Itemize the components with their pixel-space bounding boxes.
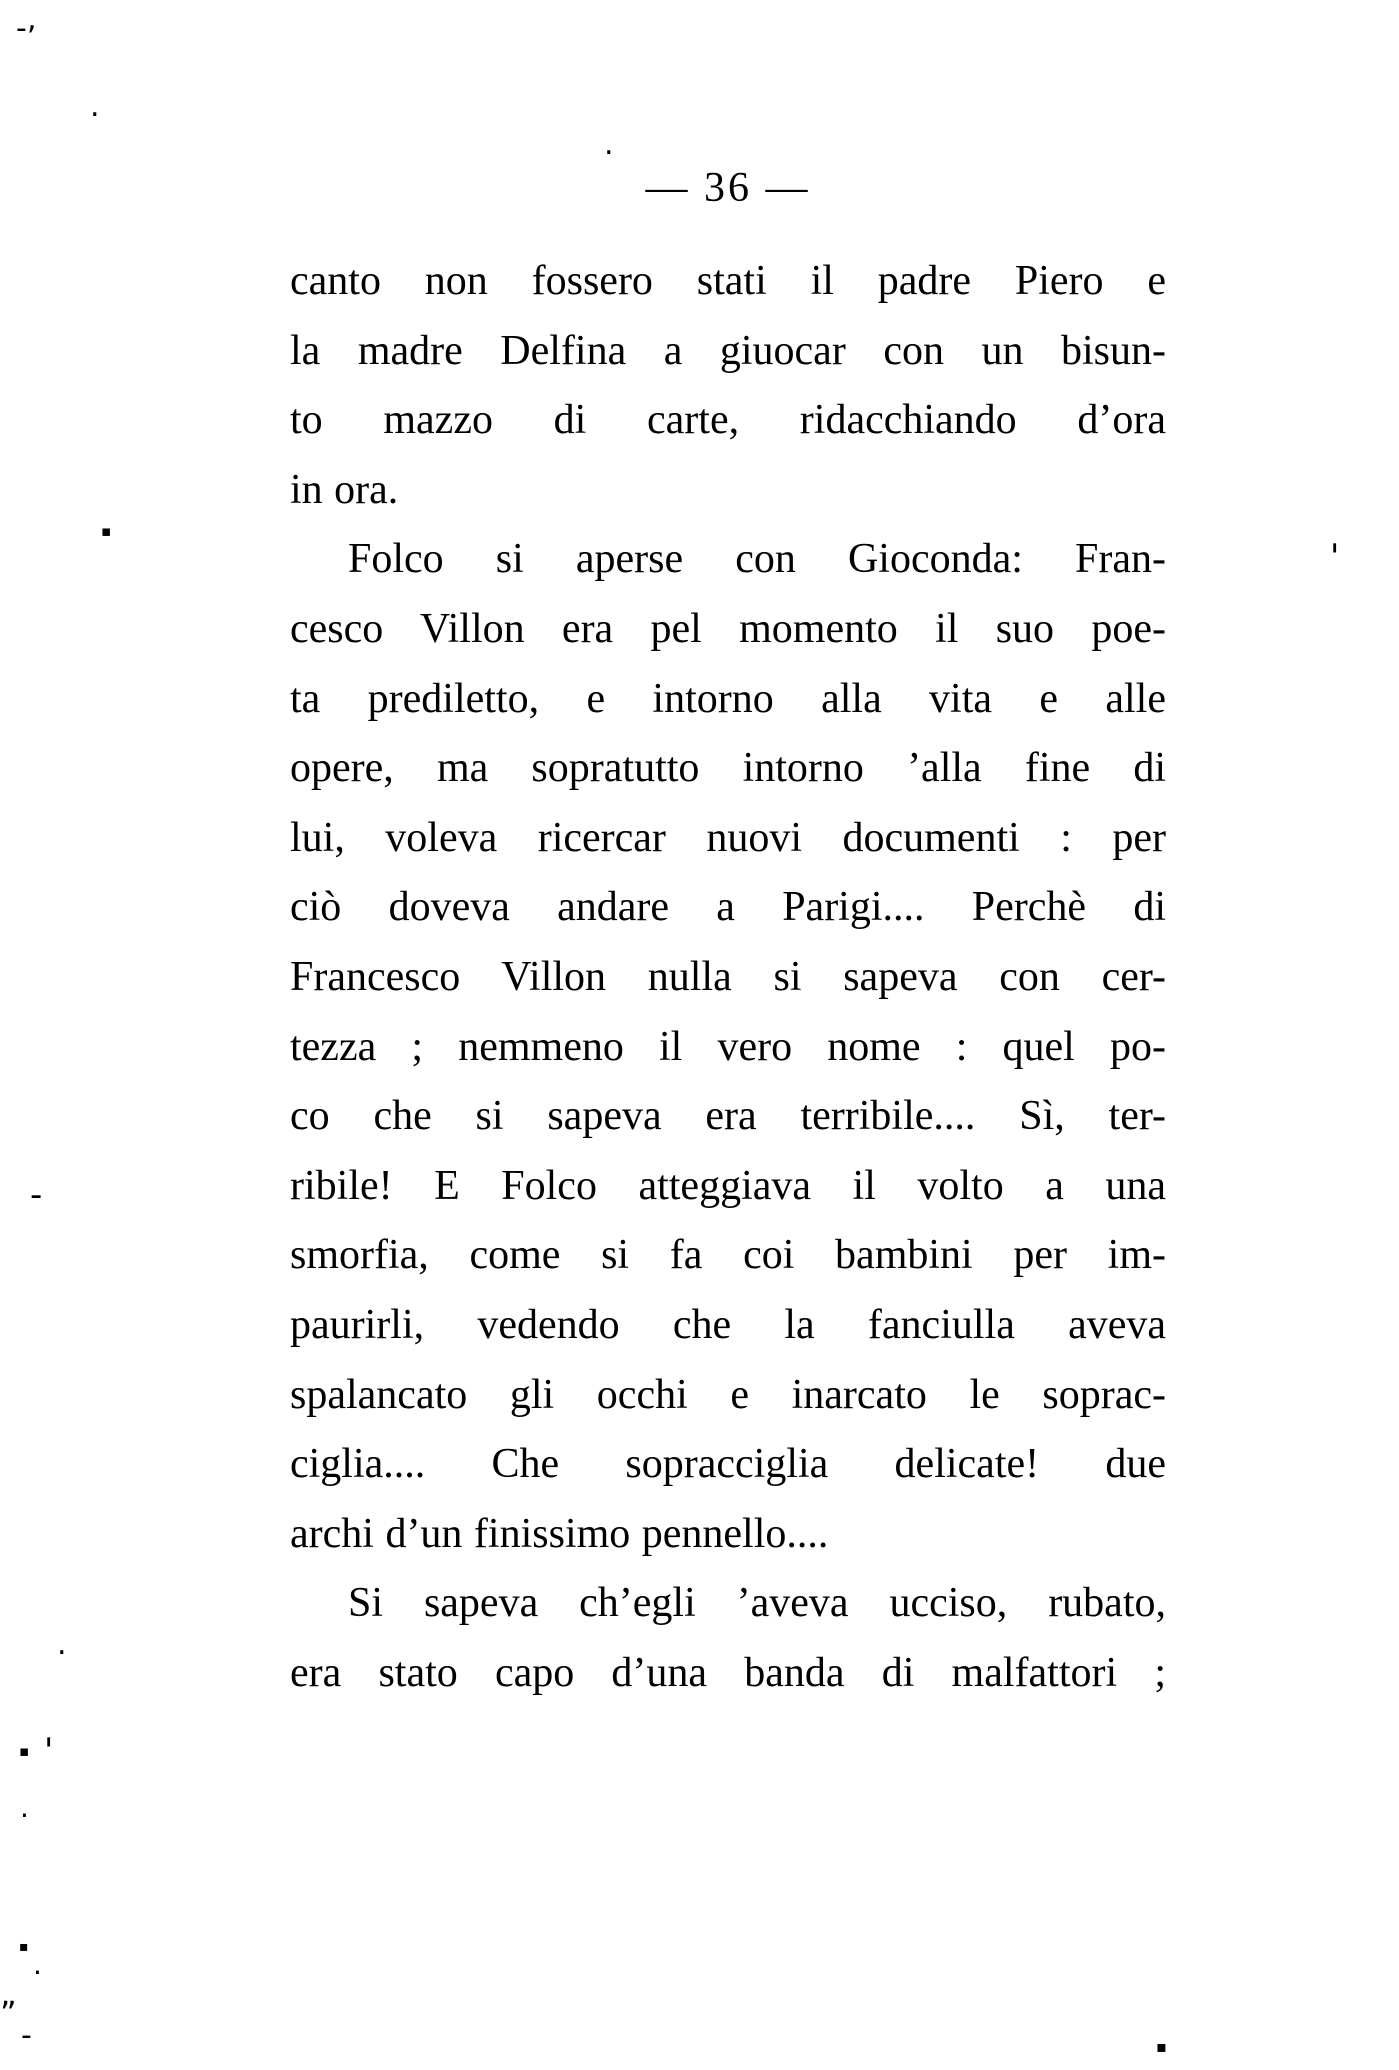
ink-speck: ▪ — [19, 1742, 30, 1760]
ink-speck: ▪ — [101, 522, 112, 540]
ink-speck: - — [21, 2018, 32, 2053]
page-number: — 36 — — [645, 165, 811, 211]
page-text — [290, 247, 1166, 1708]
text-line: smorfia, come si fa coi bambini per im- — [290, 1232, 1166, 1279]
ink-speck: ' — [1330, 537, 1340, 577]
text-line: archi d’un finissimo pennello.... — [290, 1510, 829, 1557]
text-line: Francesco Villon nulla si sapeva con cer- — [290, 953, 1166, 1000]
text-line: ribile! E Folco atteggiava il volto a una — [290, 1162, 1166, 1209]
text-line: Folco si aperse con Gioconda: Fran- — [348, 536, 1166, 583]
text-line: in ora. — [290, 466, 399, 513]
text-line: era stato capo d’una banda di malfattori ; — [290, 1649, 1166, 1696]
text-line: ciglia.... Che sopracciglia delicate! due — [290, 1441, 1166, 1488]
text-line: canto non fossero stati il padre Piero e — [290, 258, 1166, 304]
text-line: co che si sapeva era terribile.... Sì, ter- — [290, 1093, 1166, 1140]
text-line: ta prediletto, e intorno alla vita e alle — [290, 675, 1166, 722]
ink-speck: . — [604, 127, 614, 162]
ink-speck: - — [30, 1175, 43, 1215]
text-line: spalancato gli occhi e inarcato le soprac- — [290, 1371, 1166, 1418]
ink-speck: - — [16, 11, 27, 46]
text-line: tezza ; nemmeno il vero nome : quel po- — [290, 1023, 1166, 1070]
ink-speck: . — [33, 1948, 42, 1981]
ink-speck: „ — [0, 1975, 17, 2013]
text-line: opere, ma sopratutto intorno ’alla fine di — [290, 745, 1166, 792]
text-line: cesco Villon era pel momento il suo poe- — [290, 605, 1166, 652]
ink-speck: ' — [44, 1731, 54, 1771]
ink-speck: ▪ — [19, 1939, 29, 1955]
text-line: la madre Delfina a giuocar con un bisun- — [290, 327, 1166, 374]
text-line: to mazzo di carte, ridacchiando d’ora — [290, 397, 1166, 444]
ink-speck: . — [57, 1627, 67, 1662]
text-line: lui, voleva ricercar nuovi documenti : per — [290, 814, 1166, 861]
text-line: paurirli, vedendo che la fanciulla aveva — [290, 1301, 1166, 1348]
ink-speck: , — [27, 2, 37, 37]
ink-speck: . — [20, 1791, 29, 1824]
text-line: Si sapeva ch’egli ’aveva ucciso, rubato, — [348, 1580, 1166, 1627]
text-line: ciò doveva andare a Parigi.... Perchè di — [290, 884, 1166, 931]
ink-speck: . — [90, 89, 100, 124]
ink-speck: ▪ — [1156, 2037, 1167, 2056]
